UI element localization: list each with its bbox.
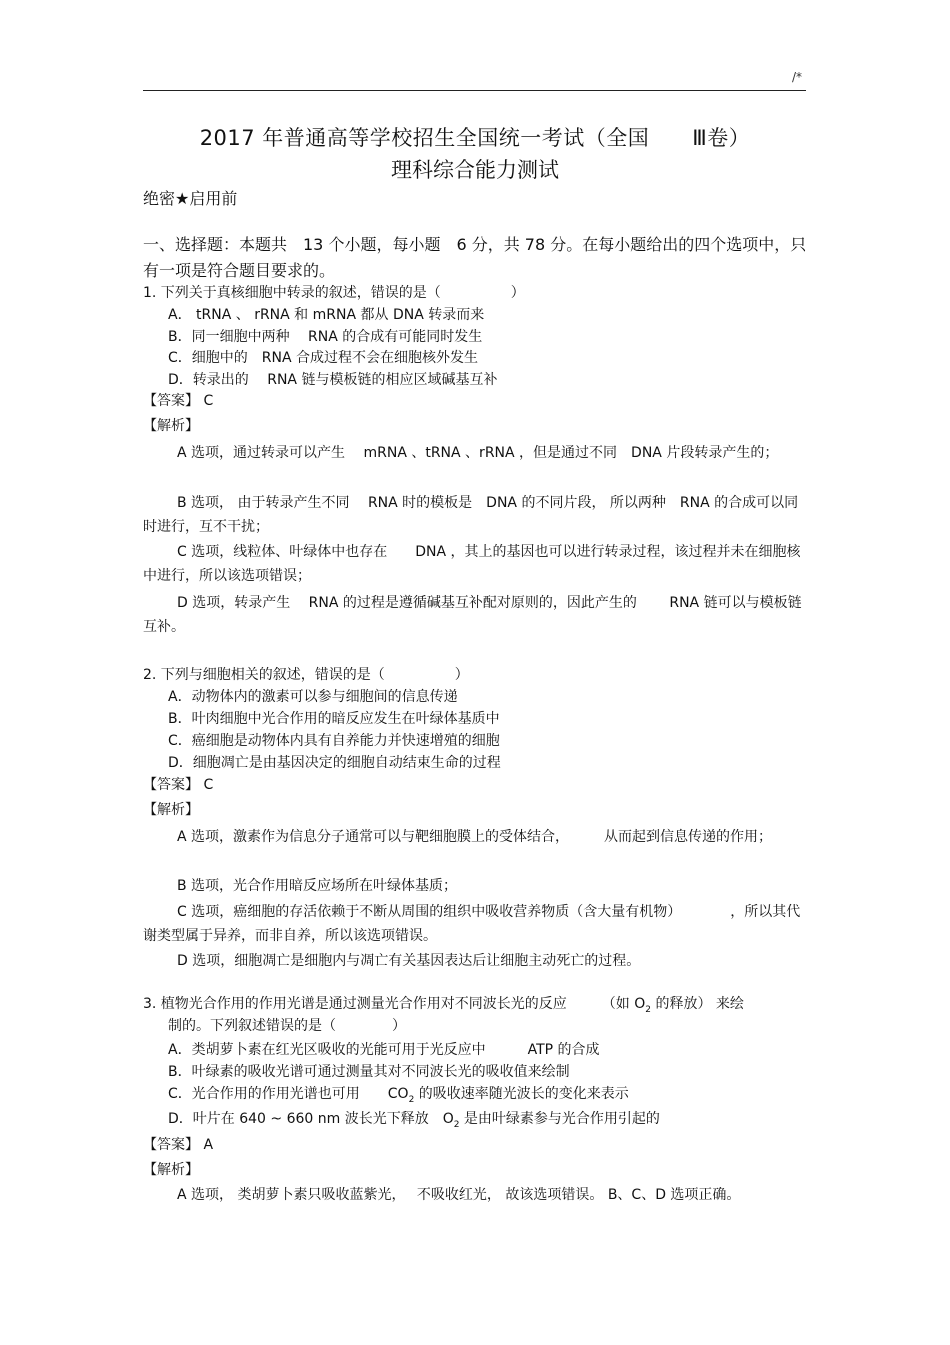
question-3-option-d-subscript: 2	[453, 1119, 460, 1130]
question-2-option-d: D．细胞凋亡是由基因决定的细胞自动结束生命的过程	[168, 755, 501, 771]
question-2-analysis-c: C 选项，癌细胞的存活依赖于不断从周围的组织中吸收营养物质（含大量有机物） ，所以其代谢类型属于异养，而非自养，所以该选项错误。	[143, 904, 801, 944]
question-3-analysis-a: A 选项， 类胡萝卜素只吸收蓝紫光， 不吸收红光， 故该选项错误。 B、C、D 选项正确。	[177, 1187, 741, 1203]
question-3-stem-subscript: 2	[645, 1004, 652, 1015]
question-3-stem-line-2: 制的。下列叙述错误的是（ ）	[168, 1018, 406, 1034]
header-rule	[143, 90, 806, 91]
header-mark: /*	[792, 70, 803, 84]
question-3-option-d-text: D．叶片在 640 ~ 660 nm 波长光下释放 O	[168, 1111, 454, 1127]
question-2-option-a: A．动物体内的激素可以参与细胞间的信息传递	[168, 689, 458, 705]
page-title: 2017 年普通高等学校招生全国统一考试（全国 Ⅲ卷）	[199, 126, 751, 150]
question-1-option-a: A． tRNA 、 rRNA 和 mRNA 都从 DNA 转录而来	[168, 307, 485, 323]
question-3-stem-part-2: 的释放） 来绘	[651, 996, 744, 1012]
question-3-stem-part-1: 3. 植物光合作用的作用光谱是通过测量光合作用对不同波长光的反应 （如 O	[143, 996, 646, 1012]
question-3-option-c	[168, 1084, 629, 1110]
question-1-option-b: B．同一细胞中两种 RNA 的合成有可能同时发生	[168, 329, 483, 345]
question-2-answer: 【答案】 C	[143, 777, 214, 793]
question-2-analysis-a: A 选项，激素作为信息分子通常可以与靶细胞膜上的受体结合， 从而起到信息传递的作用；	[177, 829, 773, 845]
question-1-analysis-a: A 选项，通过转录可以产生 mRNA 、tRNA 、rRNA ，但是通过不同 DNA 片段转录产生的；	[177, 445, 779, 461]
question-3-option-a-text: A．类胡萝卜素在红光区吸收的光能可用于光反应中 ATP 的合成	[168, 1042, 600, 1058]
question-1-analysis-label: 【解析】	[143, 418, 199, 434]
question-2-analysis-label: 【解析】	[143, 802, 199, 818]
question-3-option-c-text: C．光合作用的作用光谱也可用 CO	[168, 1086, 409, 1102]
question-3-option-d	[168, 1109, 660, 1135]
question-1-analysis-b: B 选项， 由于转录产生不同 RNA 时的模板是 DNA 的不同片段， 所以两种 RNA 的合成可以同时进行，互不干扰；	[143, 495, 799, 535]
question-2-analysis-d: D 选项，细胞凋亡是细胞内与凋亡有关基因表达后让细胞主动死亡的过程。	[177, 953, 641, 969]
question-1-analysis-c: C 选项，线粒体、叶绿体中也存在 DNA ，其上的基因也可以进行转录过程，该过程并未在细胞核中进行，所以该选项错误；	[143, 544, 801, 584]
secret-label: 绝密★启用前	[143, 189, 238, 208]
question-3-answer: 【答案】 A	[143, 1137, 214, 1153]
question-3-option-d-text-2: 是由叶绿素参与光合作用引起的	[459, 1111, 660, 1127]
question-2-analysis-b: B 选项，光合作用暗反应场所在叶绿体基质；	[177, 878, 458, 894]
question-2-option-b: B．叶肉细胞中光合作用的暗反应发生在叶绿体基质中	[168, 711, 500, 727]
question-2-stem: 2. 下列与细胞相关的叙述，错误的是（ ）	[143, 667, 469, 683]
question-1-option-c: C．细胞中的 RNA 合成过程不会在细胞核外发生	[168, 350, 479, 366]
question-1-analysis-d: D 选项，转录产生 RNA 的过程是遵循碱基互补配对原则的，因此产生的 RNA 链可以与模板链互补。	[143, 595, 802, 635]
question-1-answer: 【答案】 C	[143, 393, 214, 409]
question-3-option-b	[168, 1062, 570, 1082]
page-subtitle: 理科综合能力测试	[391, 158, 559, 182]
question-3-option-c-text-2: 的吸收速率随光波长的变化来表示	[414, 1086, 629, 1102]
question-3-option-c-subscript: 2	[408, 1094, 415, 1105]
question-3-option-a	[168, 1040, 600, 1060]
section-intro: 一、选择题：本题共 13 个小题，每小题 6 分，共 78 分。在每小题给出的四个选项中，只有一项是符合题目要求的。	[143, 235, 807, 280]
question-1-stem: 1. 下列关于真核细胞中转录的叙述，错误的是（ ）	[143, 285, 525, 301]
question-3-option-b-text: B．叶绿素的吸收光谱可通过测量其对不同波长光的吸收值来绘制	[168, 1064, 570, 1080]
question-3-analysis-label: 【解析】	[143, 1162, 199, 1178]
question-1-option-d: D．转录出的 RNA 链与模板链的相应区域碱基互补	[168, 372, 498, 388]
question-2-option-c: C．癌细胞是动物体内具有自养能力并快速增殖的细胞	[168, 733, 500, 749]
